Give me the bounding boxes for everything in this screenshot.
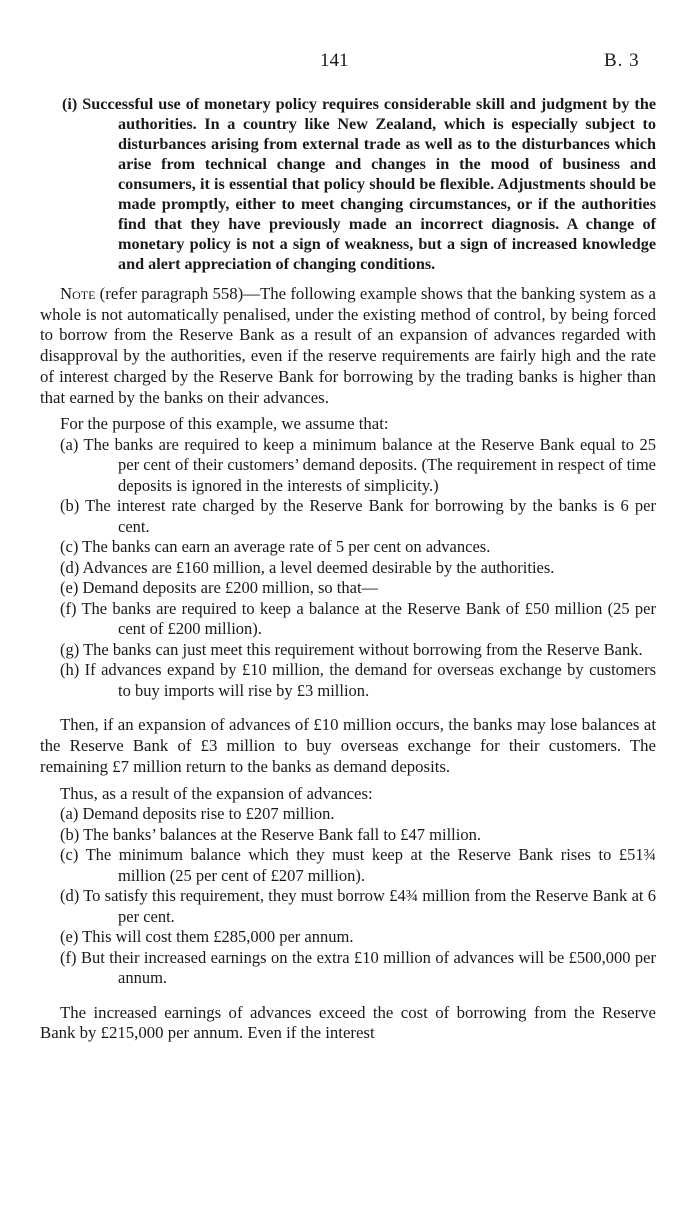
- list-marker: (a): [60, 434, 79, 454]
- list-marker: (f): [60, 947, 77, 967]
- intro-list-item: [40, 94, 656, 274]
- assume-intro: For the purpose of this example, we assume that:: [60, 414, 389, 434]
- list-item-text: The banks can earn an average rate of 5 per cent on advances.: [82, 537, 491, 557]
- list-item: [40, 558, 656, 579]
- list-item-text: The interest rate charged by the Reserve Bank for borrowing by the banks is 6 per cent.: [85, 496, 656, 536]
- list-item: [40, 845, 656, 886]
- page-header: [0, 50, 700, 80]
- note-text: (refer paragraph 558)—The following example shows that the banking system as a whole is not automatically penalised, under the existing method of control, by being forced to borrow from the Reserve Bank as a result of an expansion of advances regarded with disapproval by the authorities, even if the reserve requirements are fairly high and the rate of interest charged by the Reserve Bank for borrowing by the trading banks is higher than that earned by the banks on their advances.: [40, 284, 656, 407]
- list-item-text: But their increased earnings on the extra £10 million of advances will be £500,000 per annum.: [80, 947, 656, 988]
- list-marker: (b): [60, 496, 80, 516]
- list-item-text: Advances are £160 million, a level deemed desirable by the authorities.: [82, 557, 555, 577]
- list-item: [40, 578, 656, 599]
- list-marker: (g): [60, 639, 80, 659]
- list-item: [40, 435, 656, 497]
- list-item-text: The banks are required to keep a balance at the Reserve Bank of £50 million (25 per cent of £200 million).: [81, 598, 656, 639]
- list-item: [40, 599, 656, 640]
- list-marker: (d): [60, 557, 80, 577]
- list-marker: (a): [60, 804, 79, 824]
- list-item-text: The banks’ balances at the Reserve Bank fall to £47 million.: [83, 824, 481, 844]
- note-label: Note: [60, 284, 96, 303]
- assumptions-list: [40, 435, 656, 702]
- results-list: [40, 804, 656, 989]
- thus-intro: Thus, as a result of the expansion of advances:: [60, 783, 373, 803]
- note-paragraph: [40, 284, 656, 408]
- list-marker: (i): [62, 95, 78, 113]
- list-item-text: This will cost them £285,000 per annum.: [82, 927, 354, 947]
- list-item: [40, 660, 656, 701]
- list-item: [40, 537, 656, 558]
- list-item-text: Demand deposits rise to £207 million.: [82, 804, 335, 824]
- list-marker: (h): [60, 660, 80, 680]
- list-item: [40, 496, 656, 537]
- list-item-text: Demand deposits are £200 million, so that—: [82, 578, 379, 598]
- list-item: [40, 927, 656, 948]
- list-marker: (b): [60, 824, 80, 844]
- list-marker: (f): [60, 598, 77, 618]
- list-marker: (e): [60, 927, 79, 947]
- final-paragraph: The increased earnings of advances exceed the cost of borrowing from the Reserve Bank by £215,000 per annum. Even if the interest: [40, 1002, 656, 1043]
- list-item-text: If advances expand by £10 million, the demand for overseas exchange by customers to buy imports will rise by £3 million.: [84, 660, 656, 700]
- list-item: [40, 640, 656, 661]
- list-marker: (c): [60, 845, 79, 865]
- document-code: B. 3: [604, 50, 640, 71]
- list-item: [40, 804, 656, 825]
- list-item: [40, 825, 656, 846]
- list-item-text: Successful use of monetary policy requires considerable skill and judgment by the authorities. In a country like New Zealand, which is especially subject to disturbances arising from external trade as well as to the disturbances which arise from technical change and changes in the mood of business and consumers, it is essential that policy should be flexible. Adjustments should be made promptly, either to meet changing circumstances, or if the authorities find that they have previously made an incorrect diagnosis. A change of monetary policy is not a sign of weakness, but a sign of increased knowledge and alert appreciation of changing conditions.: [82, 95, 657, 273]
- page-number: 141: [320, 50, 349, 71]
- list-item-text: The banks are required to keep a minimum balance at the Reserve Bank equal to 25 per cent of their customers’ demand deposits. (The requirement in respect of time deposits is ignored in the interests of simplicity.): [83, 434, 656, 495]
- list-marker: (c): [60, 537, 79, 557]
- page-content: [40, 94, 656, 1044]
- then-paragraph: Then, if an expansion of advances of £10 million occurs, the banks may lose balances at the Reserve Bank of £3 million to buy overseas exchange for their customers. The remaining £7 million return to the banks as demand deposits.: [40, 715, 656, 776]
- list-item-text: To satisfy this requirement, they must borrow £4¾ million from the Reserve Bank at 6 per cent.: [83, 886, 657, 926]
- list-item-text: The banks can just meet this requirement without borrowing from the Reserve Bank.: [83, 639, 643, 659]
- list-marker: (e): [60, 578, 79, 598]
- list-item: [40, 886, 656, 927]
- list-marker: (d): [60, 886, 80, 906]
- list-item-text: The minimum balance which they must keep at the Reserve Bank rises to £51¾ million (25 per cent of £207 million).: [85, 845, 656, 885]
- list-item: [40, 948, 656, 989]
